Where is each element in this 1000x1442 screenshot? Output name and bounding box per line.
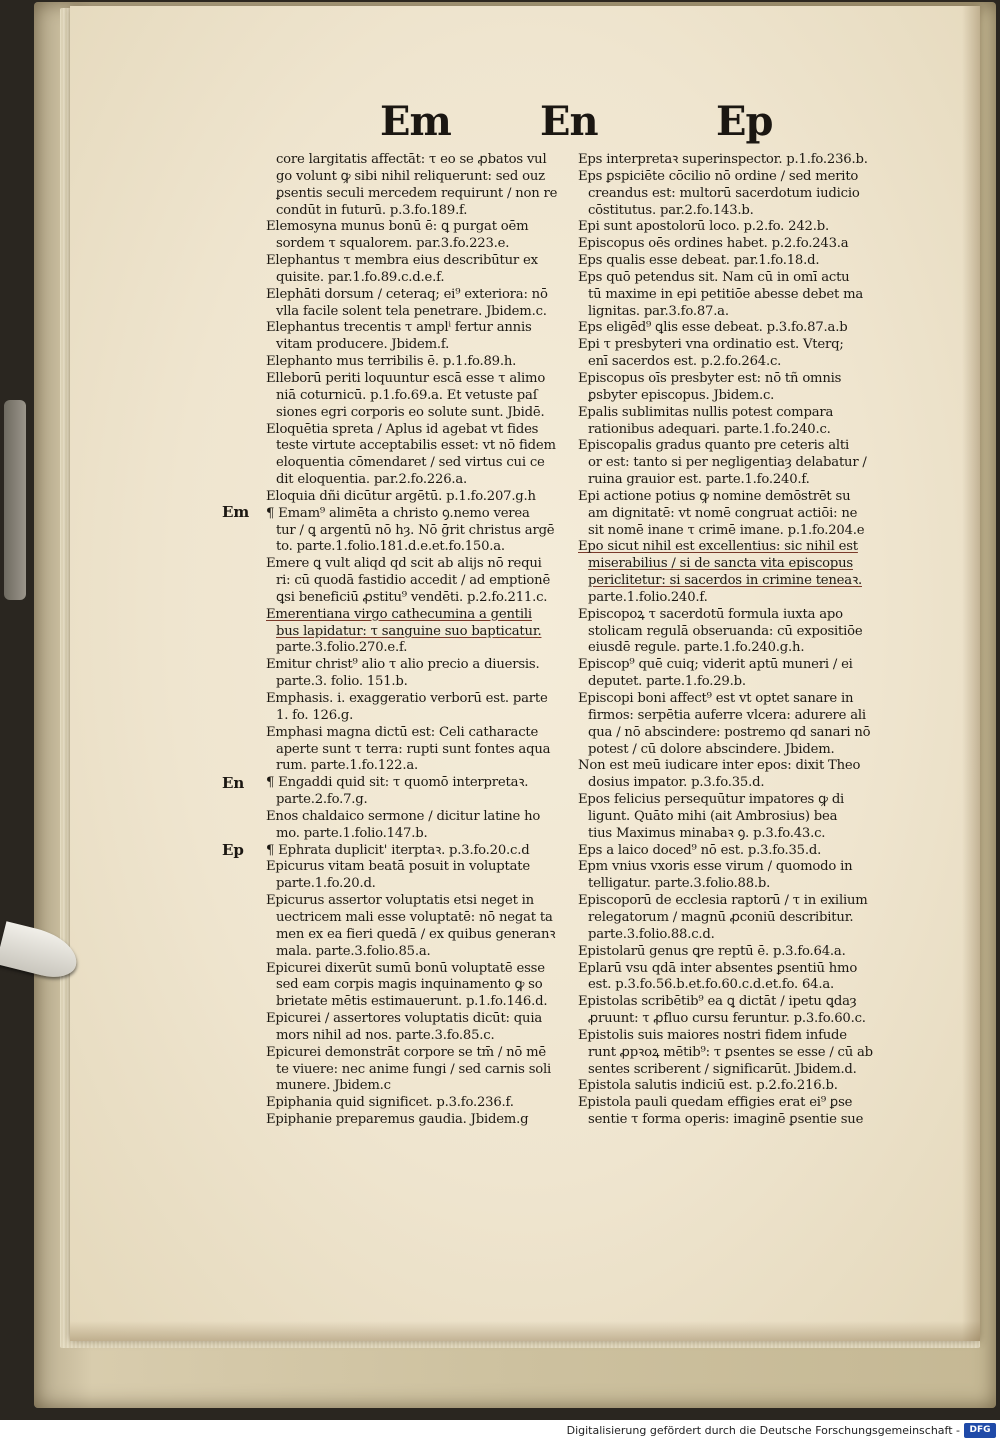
text-line: Epicurus vitam beatā posuit in voluptate: [266, 859, 530, 875]
page-shadow-right: [962, 6, 980, 1341]
text-line: ꝑsentis seculi mercedem requirunt / non re: [276, 185, 558, 201]
text-line: Epicurei dixerūt sumū bonū voluptatē esse: [266, 960, 545, 976]
text-line: Emere ꝗ vult aliqd qd scit ab alijs nō requi: [266, 556, 542, 572]
text-line: enī sacerdos est. p.2.fo.264.c.: [588, 354, 782, 370]
text-line: rum. parte.1.fo.122.a.: [276, 758, 418, 774]
text-line: am dignitatē: vt nomē congruat actiōi: ne: [588, 505, 858, 521]
text-line: Eps a laico doced⁹ nō est. p.3.fo.35.d.: [578, 842, 822, 858]
text-line: firmos: serpētia auferre vlcera: adurere ali: [588, 707, 866, 723]
text-line: vlla facile solent tela penetrare. Jbidem.c.: [276, 303, 547, 319]
text-line: sit nomē inane τ crimē imane. p.1.fo.204.e: [588, 522, 865, 538]
left-text-column: [266, 152, 578, 1129]
text-line: Epi sunt apostolorū loco. p.2.fo. 242.b.: [578, 219, 829, 235]
text-line: brietate mētis estimauerunt. p.1.fo.146.d.: [276, 994, 548, 1010]
text-line: parte.3. folio. 151.b.: [276, 674, 408, 690]
margin-mark-em: Em: [222, 503, 250, 521]
text-line: Epistolis suis maiores nostri fidem infude: [578, 1027, 847, 1043]
text-line: eloquentia cōmendaret / sed virtus cui ce: [276, 455, 545, 471]
text-line: Elephāti dorsum / ceteraq; ei⁹ exteriora: nō: [266, 286, 548, 302]
text-line: tius Maximus minabaꝛ ꝯ. p.3.fo.43.c.: [588, 825, 826, 841]
text-line: sordem τ squalorem. par.3.fo.223.e.: [276, 236, 510, 252]
text-line: sentes scriberent / significarūt. Jbidem.d.: [588, 1061, 857, 1077]
text-line: Epi actione potius ꝙ nomine demōstrēt su: [578, 488, 851, 504]
text-line: Epistolas scribētib⁹ ea ꝗ dictāt / ipetu ꝗdaȝ: [578, 994, 857, 1010]
text-line: rationibus adequari. parte.1.fo.240.c.: [588, 421, 831, 437]
text-line: 1. fo. 126.g.: [276, 707, 354, 723]
text-line: ri: cū quodā fastidio accedit / ad emptionē: [276, 573, 551, 589]
text-line: quisite. par.1.fo.89.c.d.e.f.: [276, 269, 445, 285]
text-line: Epiphanie preparemus gaudia. Jbidem.g: [266, 1112, 529, 1128]
text-line: ¶ Engaddi quid sit: τ quomō interpretaꝛ.: [266, 775, 529, 791]
text-line: Episcop⁹ quē cuiq; viderit aptū muneri / ei: [578, 657, 853, 673]
text-line: Eps quō petendus sit. Nam cū in omī actu: [578, 269, 850, 285]
text-line: Eplarū vsu qdā inter absentes ꝑsentiū hmo: [578, 960, 858, 976]
text-line: parte.1.folio.240.f.: [588, 589, 708, 605]
text-line: parte.1.fo.20.d.: [276, 876, 376, 892]
text-line: Epistolarū genus ꝗre reptū ē. p.3.fo.64.a.: [578, 943, 846, 959]
text-line: Episcoporū de ecclesia raptorū / τ in exilium: [578, 893, 868, 909]
text-line: creandus est: multorū sacerdotum iudicio: [588, 185, 860, 201]
text-line: qua / nō abscindere: postremo qd sanari nō: [588, 724, 871, 740]
page-shadow-bottom: [70, 1321, 980, 1341]
text-line: Eloquētia spreta / Aplus id agebat vt fides: [266, 421, 539, 437]
text-line: ligunt. Quāto mihi (ait Ambrosius) bea: [588, 808, 838, 824]
text-line: uectricem mali esse voluptatē: nō negat ta: [276, 909, 553, 925]
text-line: sed eam corpis magis inquinamento ꝙ so: [276, 977, 543, 993]
text-line: est. p.3.fo.56.b.et.fo.60.c.d.et.fo. 64.a.: [588, 977, 835, 993]
text-line: Episcopus oīs presbyter est: nō tñ omnis: [578, 370, 842, 386]
text-line: tū maxime in epi petitiōe abesse debet ma: [588, 286, 864, 302]
text-line: Epo sicut nihil est excellentius: sic nihil est: [578, 539, 858, 555]
text-line: Eloquia dñi dicūtur argētū. p.1.fo.207.g.h: [266, 488, 536, 504]
text-line: Episcopoꝝ τ sacerdotū formula iuxta apo: [578, 606, 843, 622]
text-line: relegatorum / magnū ꝓconiū describitur.: [588, 909, 854, 925]
text-line: Enos chaldaico sermone / dicitur latine ho: [266, 808, 541, 824]
text-line: Elephanto mus terribilis ē. p.1.fo.89.h.: [266, 354, 517, 370]
text-line: Eps ꝑspiciēte cōcilio nō ordine / sed merito: [578, 168, 859, 184]
text-line: Emphasis. i. exaggeratio verborū est. parte: [266, 691, 548, 706]
text-line: Non est meū iudicare inter epos: dixit Theo: [578, 758, 861, 774]
text-line: aperte sunt τ terra: rupti sunt fontes aqua: [276, 741, 551, 757]
margin-mark-ep: Ep: [222, 841, 244, 859]
text-line: periclitetur: si sacerdos in crimine teneaꝛ.: [588, 573, 862, 589]
text-line: Episcopi boni affect⁹ est vt optet sanare in: [578, 691, 854, 706]
text-line: ꝑsbyter episcopus. Jbidem.c.: [588, 387, 775, 403]
text-line: Eps interpretaꝛ superinspector. p.1.fo.236.b.: [578, 152, 868, 167]
running-headings: [70, 98, 980, 158]
text-line: ¶ Ephrata duplicit' iterptaꝛ. p.3.fo.20.c.d: [266, 842, 530, 858]
text-line: or est: tanto si per negligentiaȝ delabatur /: [588, 455, 867, 471]
text-line: Epi τ presbyteri vna ordinatio est. Vterq;: [578, 337, 844, 353]
text-line: Eps qualis esse debeat. par.1.fo.18.d.: [578, 253, 820, 269]
text-line: eiusdē regule. parte.1.fo.240.g.h.: [588, 640, 805, 656]
text-line: runt ꝓpꝛoꝝ mētib⁹: τ ꝑsentes se esse / cū ab: [588, 1044, 873, 1060]
text-line: Elephantus trecentis τ amplⁱ fertur annis: [266, 320, 532, 336]
text-line: condūt in futurū. p.3.fo.189.f.: [276, 202, 468, 218]
text-line: stolicam regulā obseruanda: cū expositiōe: [588, 623, 863, 639]
footer-bar: [0, 1420, 1000, 1442]
text-line: Epalis sublimitas nullis potest compara: [578, 404, 834, 420]
text-line: to. parte.1.folio.181.d.e.et.fo.150.a.: [276, 539, 505, 555]
heading-en: En: [540, 98, 598, 145]
text-line: Episcopus oēs ordines habet. p.2.fo.243.a: [578, 236, 849, 252]
text-line: mors nihil ad nos. parte.3.fo.85.c.: [276, 1027, 495, 1043]
text-line: mo. parte.1.folio.147.b.: [276, 825, 428, 841]
text-line: tur / ꝗ argentū nō hȝ. Nō ḡrit christus argē: [276, 522, 555, 538]
text-line: Epistola salutis indiciū est. p.2.fo.216.b.: [578, 1078, 838, 1094]
heading-em: Em: [380, 98, 451, 145]
text-line: parte.3.folio.88.c.d.: [588, 926, 715, 942]
right-text-column: [578, 152, 900, 1129]
text-line: Epicurei demonstrāt corpore se tm̄ / nō mē: [266, 1044, 547, 1060]
text-line: Epicurei / assertores voluptatis dicūt: quia: [266, 1011, 542, 1027]
text-line: teste virtute acceptabilis esset: vt nō fidem: [276, 438, 556, 454]
text-line: Epm vnius vxoris esse virum / quomodo in: [578, 859, 853, 875]
text-line: ꝗsi beneficiū ꝓstitu⁹ vendēti. p.2.fo.211.c.: [276, 589, 548, 605]
text-line: Elleborū periti loquuntur escā esse τ alimo: [266, 370, 546, 386]
text-line: Epos felicius persequūtur impatores ꝙ di: [578, 792, 845, 808]
text-line: parte.2.fo.7.g.: [276, 792, 368, 808]
text-line: munere. Jbidem.c: [276, 1078, 391, 1094]
text-line: men ex ea fieri quedā / ex quibus generanꝛ: [276, 926, 556, 942]
margin-mark-en: En: [222, 774, 245, 792]
footer-credit: Digitalisierung gefördert durch die Deutsche Forschungsgemeinschaft -: [566, 1424, 960, 1437]
text-line: Elemosyna munus bonū ē: ꝗ purgat oēm: [266, 219, 529, 235]
text-line: deputet. parte.1.fo.29.b.: [588, 674, 746, 690]
text-line: te viuere: nec anime fungi / sed carnis soli: [276, 1061, 552, 1077]
book-page: [70, 6, 980, 1341]
text-line: siones egri corporis eo solute sunt. Jbidē.: [276, 404, 545, 420]
text-line: ¶ Emam⁹ alimēta a christo ꝯ.nemo verea: [266, 505, 530, 521]
text-line: ruina grauior est. parte.1.fo.240.f.: [588, 472, 810, 488]
text-line: Emitur christ⁹ alio τ alio precio a diuersis.: [266, 657, 540, 673]
text-line: cōstitutus. par.2.fo.143.b.: [588, 202, 754, 218]
text-line: Emphasi magna dictū est: Celi catharacte: [266, 724, 539, 740]
text-line: telligatur. parte.3.folio.88.b.: [588, 876, 771, 892]
text-line: mala. parte.3.folio.85.a.: [276, 943, 431, 959]
text-line: Epicurus assertor voluptatis etsi neget in: [266, 893, 534, 909]
text-line: bus lapidatur: τ sanguine suo bapticatur.: [276, 623, 542, 639]
text-line: miserabilius / si de sancta vita episcopus: [588, 556, 854, 572]
text-line: core largitatis affectāt: τ eo se ꝓbatos vul: [276, 152, 547, 167]
text-line: Elephantus τ membra eius describūtur ex: [266, 253, 538, 269]
dfg-logo: DFG: [964, 1423, 996, 1438]
heading-ep: Ep: [716, 98, 773, 145]
text-line: Emerentiana virgo cathecumina a gentili: [266, 606, 532, 622]
text-line: Eps eligēd⁹ ꝗlis esse debeat. p.3.fo.87.a.b: [578, 320, 848, 336]
text-line: sentie τ forma operis: imaginē ꝑsentie sue: [588, 1112, 864, 1128]
text-line: vitam producere. Jbidem.f.: [276, 337, 450, 353]
text-line: Episcopalis gradus quanto pre ceteris alti: [578, 438, 850, 454]
text-line: dosius impator. p.3.fo.35.d.: [588, 775, 765, 791]
text-line: go volunt ꝙ sibi nihil reliquerunt: sed ouz: [276, 168, 545, 184]
text-line: lignitas. par.3.fo.87.a.: [588, 303, 729, 319]
text-line: niā coturnicū. p.1.fo.69.a. Et vetuste paſ: [276, 387, 538, 403]
text-line: parte.3.folio.270.e.f.: [276, 640, 408, 656]
binding-clip: [4, 400, 26, 600]
text-line: Epistola pauli quedam effigies erat ei⁹ ꝑse: [578, 1095, 853, 1111]
text-line: dit eloquentia. par.2.fo.226.a.: [276, 472, 468, 488]
text-line: potest / cū dolore abscindere. Jbidem.: [588, 741, 835, 757]
text-line: Epiphania quid significet. p.3.fo.236.f.: [266, 1095, 514, 1111]
text-line: ꝓruunt: τ ꝓfluo cursu feruntur. p.3.fo.60.c.: [588, 1011, 866, 1027]
